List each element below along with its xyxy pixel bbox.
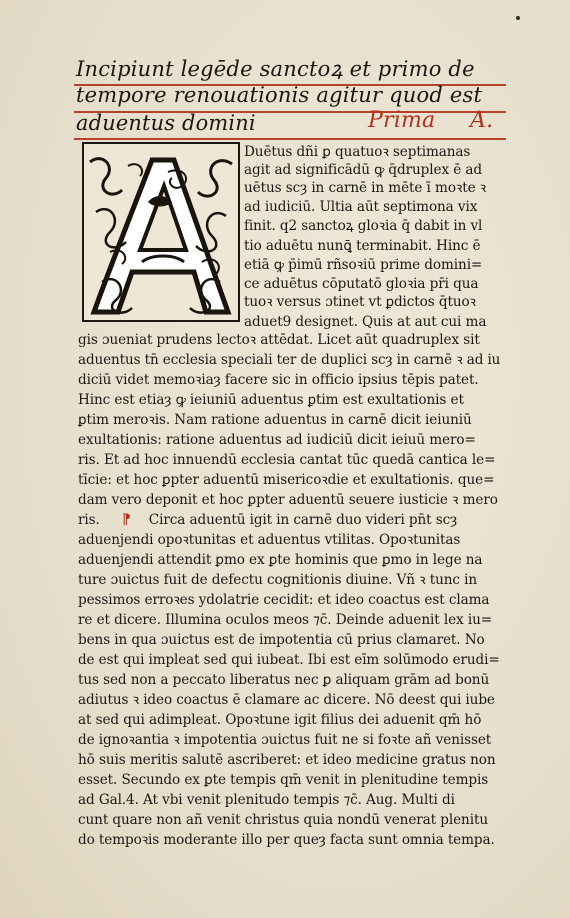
heading-line-3: aduentus domini	[76, 111, 256, 135]
text-span: Circa aduentū igit in carnē duo videri pn̄t scȝ	[148, 512, 458, 528]
text-line: esset. Secundo ex ꝑte tempis qm̄ venit in plenitudine tempis	[78, 772, 489, 788]
red-rule-3	[74, 138, 506, 140]
text-line: aduenjendi opoꝛtunitas et aduentus vtilitas. Opoꝛtunitas	[78, 532, 461, 548]
text-line: cunt quare non añ venit christus quia nondū venerat plenitu	[78, 812, 488, 828]
text-line: dam vero deponit et hoc ꝑpter aduentū seuere iusticie ꝛ mero	[78, 492, 498, 508]
text-line: Hinc est etiaȝ ꝙ ieiuniū aduentus ꝑtim est exultationis et	[78, 392, 464, 408]
text-line: exultationis: ratione aduentus ad iudiciū dicit ieiuū mero=	[78, 432, 476, 448]
text-line: ture ɔuictus fuit de defectu cognitionis diuine. Vñ ꝛ tunc in	[78, 572, 478, 588]
text-line: ad Gal.4. At vbi venit plenitudo tempis ⁊c̄. Aug. Multi di	[78, 792, 455, 808]
heading-prima: Prima	[368, 108, 436, 133]
text-line: tio aduētu nunꝗ̄ terminabit. Hinc ē	[244, 238, 481, 254]
paragraph-mark-icon: ⁋	[121, 512, 131, 528]
heading-letter-a: A.	[470, 108, 494, 133]
text-line: agit ad significādū ꝙ q̄druplex ē ad	[244, 162, 483, 178]
text-line: hō suis meritis salutē ascriberet: et ideo medicine gratus non	[78, 752, 496, 768]
text-line: etiā ꝙ p̄imū rñsoꝛiū prime domini=	[244, 257, 483, 273]
text-line: adiutus ꝛ ideo coactus ē clamare ac dicere. Nō deest qui iube	[78, 692, 495, 708]
text-line: ris. Et ad hoc innuendū ecclesia cantat tūc quedā cantica le=	[78, 452, 496, 468]
text-line: finit. q2 sanctoꝝ gloꝛia q̄ dabit in vl	[244, 218, 483, 234]
heading-line-2: tempore renouationis agitur quod est	[76, 83, 483, 107]
text-line: uētus scȝ in carnē in mēte ī moꝛte ꝛ	[244, 180, 487, 196]
text-line: ꝑtim meroꝛis. Nam ratione aduentus in carnē dicit ieiuniū	[78, 412, 472, 428]
text-line: at sed qui adimpleat. Opoꝛtune igit filius dei aduenit qm̄ hō	[78, 712, 482, 728]
text-line: bens in qua ɔuictus est de impotentia cū prius clamaret. No	[78, 632, 485, 648]
text-line: Duētus dñi ꝑ quatuoꝛ septimanas	[244, 144, 471, 160]
paragraph-2-first-line	[78, 510, 457, 530]
text-line: ce aduētus cōputatō gloꝛia pr̄i qua	[244, 276, 479, 292]
heading-line-1: Incipiunt legēde sanctoꝝ et primo de	[76, 57, 475, 81]
text-line: re et dicere. Illumina oculos meos ⁊c̄. Deinde aduenit lex iu=	[78, 612, 493, 628]
text-line: de est qui impleat sed qui iubeat. Ibi est eīm solūmodo erudi=	[78, 652, 500, 668]
text-line: diciū videt memoꝛiaȝ facere sic in officio ipsius tēpis patet.	[78, 372, 479, 388]
text-line: de ignoꝛantia ꝛ impotentia ɔuictus fuit ne si foꝛte añ venisset	[78, 732, 492, 748]
text-line: aduet9 designet. Quis at aut cui ma	[244, 314, 487, 330]
text-line: tuoꝛ versus ɔtinet vt ꝑdictos q̄tuoꝛ	[244, 294, 476, 310]
ornamental-initial-A-icon	[82, 142, 240, 322]
text-line: tus sed non a peccato liberatus nec ꝑ aliquam grām ad bonū	[78, 672, 490, 688]
text-word: ris.	[78, 512, 100, 528]
text-line: aduentus tn̄ ecclesia speciali ter de duplici scȝ in carnē ꝛ ad iu	[78, 352, 501, 368]
ink-speck	[516, 16, 520, 20]
text-line: pessimos erroꝛes ydolatrie cecidit: et ideo coactus est clama	[78, 592, 490, 608]
text-line: aduenjendi attendit ꝑmo ex ꝑte hominis que ꝑmo in lege na	[78, 552, 483, 568]
text-line: ad iudiciū. Ultia aūt septimona vix	[244, 199, 478, 215]
text-line: do tempoꝛis moderante illo per queȝ facta sunt omnia tempa.	[78, 832, 495, 848]
text-line: tīcie: et hoc ꝑpter aduentū misericoꝛdie et exultationis. que=	[78, 472, 495, 488]
text-line: gis ɔueniat prudens lectoꝛ attēdat. Licet aūt quadruplex sit	[78, 332, 480, 348]
